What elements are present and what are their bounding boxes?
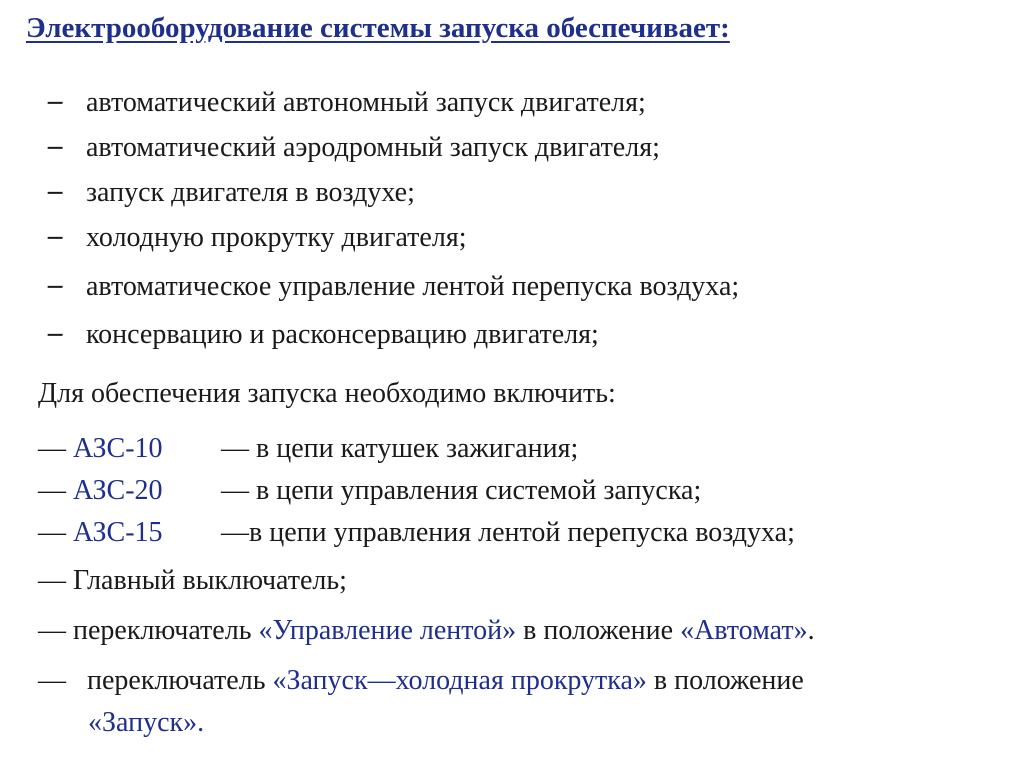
switch-mid: в положение <box>653 665 804 696</box>
breaker-item <box>38 474 701 508</box>
bullet-dash: ─ <box>48 179 63 207</box>
list-item <box>48 176 415 210</box>
list-item <box>48 270 739 304</box>
switch-name: «Запуск—холодная прокрутка» <box>272 665 647 696</box>
list-item <box>48 86 646 120</box>
bullet-dash: ─ <box>48 224 63 252</box>
list-item-text: консервацию и расконсервацию двигателя; <box>86 319 599 350</box>
list-item-text: запуск двигателя в воздухе; <box>86 177 415 208</box>
breaker-item <box>38 432 578 466</box>
section-intro: Для обеспечения запуска необходимо включить: <box>38 378 616 409</box>
breaker-id: АЗС-10 <box>73 433 163 464</box>
breaker-desc: в цепи управления системой запуска; <box>256 475 702 506</box>
item-dash: — <box>38 475 66 506</box>
page-title: Электрооборудование системы запуска обеспечивает: <box>26 12 730 44</box>
list-item-text: автоматический аэродромный запуск двигателя; <box>86 132 660 163</box>
switch-end: . <box>197 707 205 738</box>
item-dash: — <box>221 433 249 464</box>
item-dash: — <box>221 517 249 548</box>
list-item-text: автоматический автономный запуск двигателя; <box>86 87 646 118</box>
item-dash: — <box>38 565 66 596</box>
item-dash: — <box>38 615 66 646</box>
breaker-item <box>38 516 795 550</box>
item-dash: — <box>38 517 66 548</box>
main-switch-text: Главный выключатель; <box>73 565 347 596</box>
bullet-dash: ─ <box>48 273 63 301</box>
switch-prefix: переключатель <box>87 665 266 696</box>
main-switch-item <box>38 564 347 598</box>
list-item-text: автоматическое управление лентой перепуска воздуха; <box>86 271 740 302</box>
switch-prefix: переключатель <box>73 615 252 646</box>
list-item <box>48 318 599 352</box>
bullet-dash: ─ <box>48 89 63 117</box>
switch-end: . <box>807 615 815 646</box>
list-item-text: холодную прокрутку двигателя; <box>86 222 467 253</box>
breaker-desc: в цепи управления лентой перепуска воздуха; <box>249 517 795 548</box>
bullet-dash: ─ <box>48 134 63 162</box>
breaker-id: АЗС-20 <box>73 475 163 506</box>
switch-mid: в положение <box>523 615 674 646</box>
switch-position: «Автомат» <box>680 615 808 646</box>
item-dash: — <box>221 475 249 506</box>
switch-item <box>38 664 804 698</box>
switch-item <box>38 614 815 648</box>
switch-name: «Управление лентой» <box>258 615 517 646</box>
item-dash: — <box>38 433 66 464</box>
switch-position: «Запуск» <box>88 707 198 738</box>
item-dash: — <box>38 665 66 696</box>
breaker-desc: в цепи катушек зажигания; <box>256 433 579 464</box>
list-item <box>48 131 660 165</box>
switch-item-continuation <box>88 706 204 740</box>
list-item <box>48 221 466 255</box>
bullet-dash: ─ <box>48 321 63 349</box>
breaker-id: АЗС-15 <box>73 517 163 548</box>
